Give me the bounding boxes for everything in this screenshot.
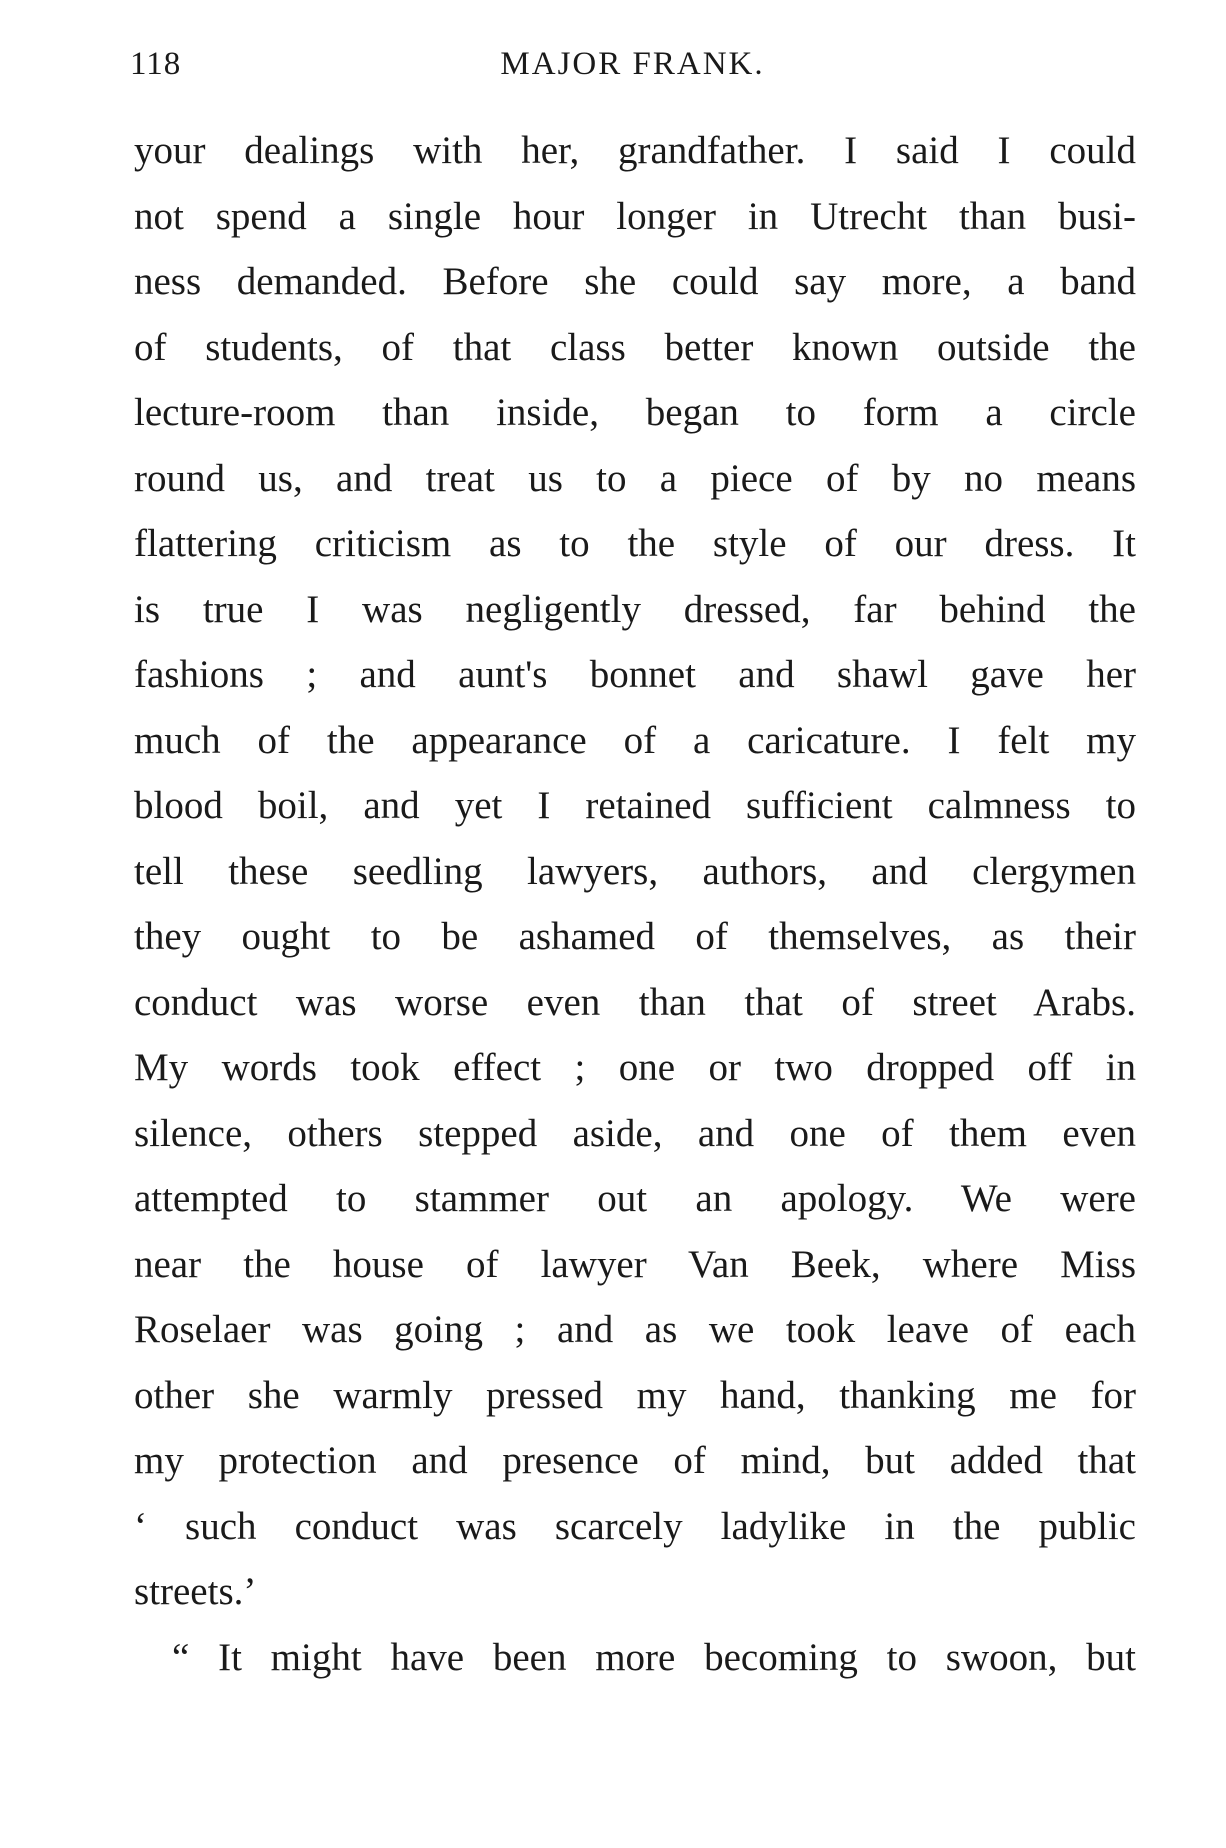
text-line: My words took effect ; one or two dropped off in	[134, 1046, 1136, 1089]
text-line: your dealings with her, grandfather. I said I could	[134, 129, 1136, 172]
text-line: other she warmly pressed my hand, thanking me for	[134, 1373, 1136, 1417]
text-line: near the house of lawyer Van Beek, where Miss	[134, 1242, 1136, 1286]
text-line: they ought to be ashamed of themselves, as their	[134, 915, 1136, 958]
text-line: blood boil, and yet I retained sufficient calmness to	[134, 784, 1136, 827]
text-line: silence, others stepped aside, and one of them even	[134, 1111, 1136, 1155]
text-line: tell these seedling lawyers, authors, and clergymen	[134, 849, 1136, 893]
text-line: flattering criticism as to the style of our dress. It	[134, 522, 1136, 565]
paragraph-start-line: “ It might have been more becoming to swoon, but	[172, 1635, 1136, 1679]
text-line: round us, and treat us to a piece of by no means	[134, 456, 1136, 500]
page-header	[130, 46, 1135, 96]
text-line: fashions ; and aunt's bonnet and shawl gave her	[134, 653, 1136, 696]
text-line: of students, of that class better known outside the	[134, 325, 1136, 369]
text-line: conduct was worse even than that of street Arabs.	[134, 980, 1136, 1024]
text-line: ness demanded. Before she could say more, a band	[134, 260, 1136, 303]
text-line: ‘ such conduct was scarcely ladylike in the public	[134, 1504, 1136, 1548]
text-line: is true I was negligently dressed, far behind the	[134, 587, 1136, 631]
page-number: 118	[130, 46, 182, 82]
text-line: lecture-room than inside, began to form a circle	[134, 391, 1136, 434]
text-line: my protection and presence of mind, but added that	[134, 1439, 1136, 1482]
text-line: much of the appearance of a caricature. I felt my	[134, 718, 1136, 762]
running-title: MAJOR FRANK.	[500, 46, 765, 82]
text-line: not spend a single hour longer in Utrecht than busi-	[134, 194, 1136, 238]
text-line: attempted to stammer out an apology. We were	[134, 1177, 1136, 1220]
body-text	[134, 118, 1136, 1690]
paragraph-end-line: streets.’	[134, 1570, 257, 1613]
text-line: Roselaer was going ; and as we took leave of each	[134, 1308, 1136, 1351]
